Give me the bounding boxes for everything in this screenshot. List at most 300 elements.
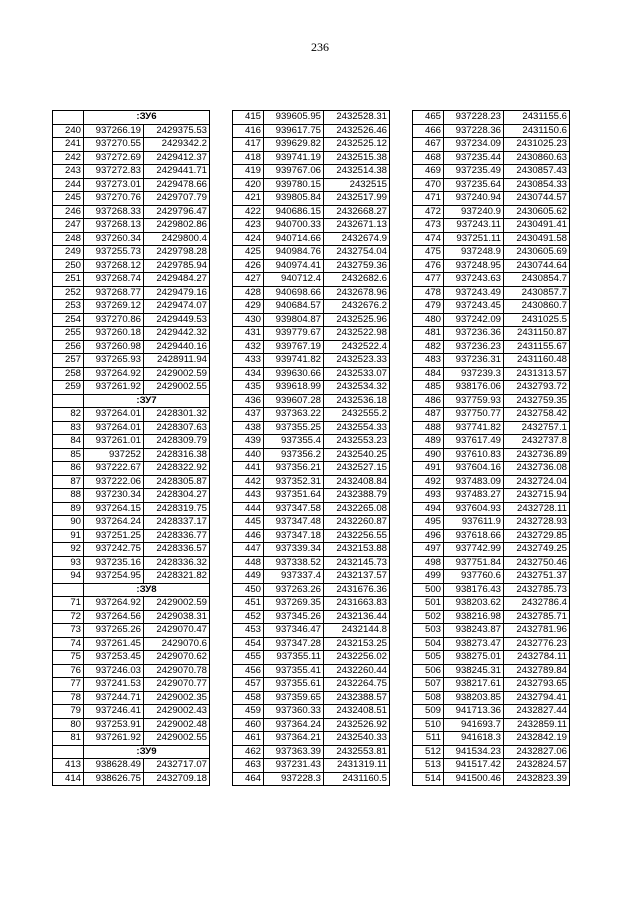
x-coordinate-cell: 937251.25 [84, 529, 144, 543]
point-number-cell: 433 [233, 354, 264, 368]
table-row [413, 435, 570, 449]
y-coordinate-cell: 2432554.33 [324, 421, 390, 435]
table-row [53, 354, 210, 368]
point-number-cell: 459 [233, 705, 264, 719]
y-coordinate-cell: 2428307.63 [144, 421, 210, 435]
point-number-cell: 513 [413, 759, 444, 773]
y-coordinate-cell: 2429440.16 [144, 340, 210, 354]
table-row [53, 502, 210, 516]
y-coordinate-cell: 2432757.1 [504, 421, 570, 435]
y-coordinate-cell: 2428304.27 [144, 489, 210, 503]
table-row [233, 327, 390, 341]
y-coordinate-cell: 2429479.16 [144, 286, 210, 300]
x-coordinate-cell: 937363.22 [264, 408, 324, 422]
table-row [413, 192, 570, 206]
table-row [413, 246, 570, 260]
table-row [53, 597, 210, 611]
y-coordinate-cell: 2429474.07 [144, 300, 210, 314]
point-number-cell: 423 [233, 219, 264, 233]
y-coordinate-cell: 2432827.06 [504, 745, 570, 759]
y-coordinate-cell: 2430491.41 [504, 219, 570, 233]
x-coordinate-cell: 937351.64 [264, 489, 324, 503]
point-number-cell: 492 [413, 475, 444, 489]
point-number-cell: 465 [413, 111, 444, 125]
table-row [53, 556, 210, 570]
table-row [53, 313, 210, 327]
point-number-cell: 477 [413, 273, 444, 287]
point-number-cell: 80 [53, 718, 84, 732]
table-row [413, 367, 570, 381]
point-number-cell: 447 [233, 543, 264, 557]
point-number-cell: 259 [53, 381, 84, 395]
x-coordinate-cell: 940984.76 [264, 246, 324, 260]
point-number-cell: 431 [233, 327, 264, 341]
point-number-cell: 422 [233, 205, 264, 219]
point-number-cell: 429 [233, 300, 264, 314]
x-coordinate-cell: 937265.93 [84, 354, 144, 368]
section-header: :ЗУ7 [84, 394, 210, 408]
y-coordinate-cell: 2432724.04 [504, 475, 570, 489]
x-coordinate-cell: 939805.84 [264, 192, 324, 206]
x-coordinate-cell: 940714.66 [264, 232, 324, 246]
y-coordinate-cell: 2429002.48 [144, 718, 210, 732]
point-number-cell: 247 [53, 219, 84, 233]
table-row [413, 408, 570, 422]
point-number-cell: 510 [413, 718, 444, 732]
point-number-cell: 458 [233, 691, 264, 705]
x-coordinate-cell: 937264.92 [84, 597, 144, 611]
x-coordinate-cell: 937264.24 [84, 516, 144, 530]
table-row [233, 691, 390, 705]
table-row [53, 219, 210, 233]
point-number-cell: 426 [233, 259, 264, 273]
table-row [233, 637, 390, 651]
x-coordinate-cell: 937253.91 [84, 718, 144, 732]
table-row [233, 381, 390, 395]
y-coordinate-cell: 2432793.65 [504, 678, 570, 692]
table-row [413, 259, 570, 273]
x-coordinate-cell: 940684.57 [264, 300, 324, 314]
coordinate-table-1 [52, 110, 210, 786]
x-coordinate-cell: 937364.24 [264, 718, 324, 732]
x-coordinate-cell: 939779.67 [264, 327, 324, 341]
y-coordinate-cell: 2432793.72 [504, 381, 570, 395]
x-coordinate-cell: 937268.74 [84, 273, 144, 287]
table-row [413, 381, 570, 395]
point-number-cell: 461 [233, 732, 264, 746]
point-number-cell: 470 [413, 178, 444, 192]
x-coordinate-cell: 937751.84 [444, 556, 504, 570]
y-coordinate-cell: 2429375.53 [144, 124, 210, 138]
x-coordinate-cell: 937236.23 [444, 340, 504, 354]
x-coordinate-cell: 937240.94 [444, 192, 504, 206]
table-row [233, 138, 390, 152]
table-row [413, 759, 570, 773]
x-coordinate-cell: 937242.75 [84, 543, 144, 557]
table-row [413, 570, 570, 584]
x-coordinate-cell: 939618.99 [264, 381, 324, 395]
point-number-cell: 442 [233, 475, 264, 489]
point-number-cell: 430 [233, 313, 264, 327]
point-number-cell: 445 [233, 516, 264, 530]
y-coordinate-cell: 2432514.38 [324, 165, 390, 179]
section-header-row [53, 745, 210, 759]
table-row [413, 529, 570, 543]
table-row [53, 489, 210, 503]
section-header-spacer [53, 745, 84, 759]
y-coordinate-cell: 2432540.25 [324, 448, 390, 462]
point-number-cell: 415 [233, 111, 264, 125]
y-coordinate-cell: 2432785.71 [504, 610, 570, 624]
x-coordinate-cell: 940712.4 [264, 273, 324, 287]
table-row [233, 502, 390, 516]
table-row [233, 678, 390, 692]
x-coordinate-cell: 938273.47 [444, 637, 504, 651]
x-coordinate-cell: 937260.34 [84, 232, 144, 246]
x-coordinate-cell: 937760.6 [444, 570, 504, 584]
point-number-cell: 254 [53, 313, 84, 327]
x-coordinate-cell: 937346.47 [264, 624, 324, 638]
point-number-cell: 501 [413, 597, 444, 611]
point-number-cell: 485 [413, 381, 444, 395]
coordinate-table-2 [232, 110, 390, 786]
x-coordinate-cell: 938628.49 [84, 759, 144, 773]
y-coordinate-cell: 2428336.32 [144, 556, 210, 570]
y-coordinate-cell: 2431160.48 [504, 354, 570, 368]
point-number-cell: 255 [53, 327, 84, 341]
point-number-cell: 497 [413, 543, 444, 557]
table-row [413, 732, 570, 746]
table-row [53, 475, 210, 489]
y-coordinate-cell: 2432737.8 [504, 435, 570, 449]
x-coordinate-cell: 941693.7 [444, 718, 504, 732]
y-coordinate-cell: 2432408.51 [324, 705, 390, 719]
point-number-cell: 462 [233, 745, 264, 759]
y-coordinate-cell: 2429802.86 [144, 219, 210, 233]
point-number-cell: 81 [53, 732, 84, 746]
table-row [413, 502, 570, 516]
x-coordinate-cell: 937235.49 [444, 165, 504, 179]
x-coordinate-cell: 937265.26 [84, 624, 144, 638]
y-coordinate-cell: 2432536.18 [324, 394, 390, 408]
y-coordinate-cell: 2429070.77 [144, 678, 210, 692]
point-number-cell: 88 [53, 489, 84, 503]
point-number-cell: 434 [233, 367, 264, 381]
point-number-cell: 463 [233, 759, 264, 773]
y-coordinate-cell: 2432827.44 [504, 705, 570, 719]
x-coordinate-cell: 937268.12 [84, 259, 144, 273]
table-row [233, 300, 390, 314]
y-coordinate-cell: 2432751.37 [504, 570, 570, 584]
table-row [233, 354, 390, 368]
x-coordinate-cell: 937242.09 [444, 313, 504, 327]
point-number-cell: 460 [233, 718, 264, 732]
y-coordinate-cell: 2429342.2 [144, 138, 210, 152]
y-coordinate-cell: 2431663.83 [324, 597, 390, 611]
table-row [413, 610, 570, 624]
point-number-cell: 489 [413, 435, 444, 449]
point-number-cell: 74 [53, 637, 84, 651]
point-number-cell: 479 [413, 300, 444, 314]
table-row [233, 570, 390, 584]
y-coordinate-cell: 2432729.85 [504, 529, 570, 543]
y-coordinate-cell: 2429002.55 [144, 732, 210, 746]
x-coordinate-cell: 937270.55 [84, 138, 144, 152]
point-number-cell: 89 [53, 502, 84, 516]
y-coordinate-cell: 2432784.11 [504, 651, 570, 665]
point-number-cell: 443 [233, 489, 264, 503]
table-row [53, 246, 210, 260]
y-coordinate-cell: 2429412.37 [144, 151, 210, 165]
x-coordinate-cell: 939767.19 [264, 340, 324, 354]
y-coordinate-cell: 2432553.23 [324, 435, 390, 449]
x-coordinate-cell: 937269.12 [84, 300, 144, 314]
point-number-cell: 449 [233, 570, 264, 584]
point-number-cell: 413 [53, 759, 84, 773]
table-row [233, 624, 390, 638]
table-row [413, 651, 570, 665]
point-number-cell: 451 [233, 597, 264, 611]
y-coordinate-cell: 2431155.67 [504, 340, 570, 354]
point-number-cell: 439 [233, 435, 264, 449]
y-coordinate-cell: 2429478.66 [144, 178, 210, 192]
y-coordinate-cell: 2432526.92 [324, 718, 390, 732]
x-coordinate-cell: 938176.06 [444, 381, 504, 395]
x-coordinate-cell: 938203.62 [444, 597, 504, 611]
point-number-cell: 248 [53, 232, 84, 246]
x-coordinate-cell: 937236.31 [444, 354, 504, 368]
y-coordinate-cell: 2432144.8 [324, 624, 390, 638]
table-row [233, 489, 390, 503]
point-number-cell: 503 [413, 624, 444, 638]
x-coordinate-cell: 939741.82 [264, 354, 324, 368]
point-number-cell: 82 [53, 408, 84, 422]
x-coordinate-cell: 937363.39 [264, 745, 324, 759]
x-coordinate-cell: 937228.36 [444, 124, 504, 138]
y-coordinate-cell: 2432668.27 [324, 205, 390, 219]
point-number-cell: 508 [413, 691, 444, 705]
y-coordinate-cell: 2432717.07 [144, 759, 210, 773]
table-row [413, 124, 570, 138]
y-coordinate-cell: 2432859.11 [504, 718, 570, 732]
table-row [413, 543, 570, 557]
y-coordinate-cell: 2432709.18 [144, 772, 210, 786]
x-coordinate-cell: 937234.09 [444, 138, 504, 152]
y-coordinate-cell: 2432842.19 [504, 732, 570, 746]
point-number-cell: 84 [53, 435, 84, 449]
y-coordinate-cell: 2432517.99 [324, 192, 390, 206]
y-coordinate-cell: 2432534.32 [324, 381, 390, 395]
table-row [413, 583, 570, 597]
table-row [413, 745, 570, 759]
point-number-cell: 507 [413, 678, 444, 692]
point-number-cell: 440 [233, 448, 264, 462]
y-coordinate-cell: 2432776.23 [504, 637, 570, 651]
point-number-cell: 256 [53, 340, 84, 354]
table-row [413, 354, 570, 368]
point-number-cell: 482 [413, 340, 444, 354]
point-number-cell: 250 [53, 259, 84, 273]
point-number-cell: 496 [413, 529, 444, 543]
x-coordinate-cell: 938243.87 [444, 624, 504, 638]
table-row [233, 232, 390, 246]
point-number-cell: 243 [53, 165, 84, 179]
table-row [233, 151, 390, 165]
point-number-cell: 466 [413, 124, 444, 138]
table-row [53, 435, 210, 449]
y-coordinate-cell: 2431025.5 [504, 313, 570, 327]
point-number-cell: 417 [233, 138, 264, 152]
point-number-cell: 437 [233, 408, 264, 422]
y-coordinate-cell: 2432678.96 [324, 286, 390, 300]
x-coordinate-cell: 938245.31 [444, 664, 504, 678]
table-row [413, 232, 570, 246]
x-coordinate-cell: 937611.9 [444, 516, 504, 530]
table-row [233, 759, 390, 773]
y-coordinate-cell: 2428336.77 [144, 529, 210, 543]
y-coordinate-cell: 2432388.79 [324, 489, 390, 503]
table-row [53, 138, 210, 152]
y-coordinate-cell: 2432759.35 [504, 394, 570, 408]
y-coordinate-cell: 2429070.62 [144, 651, 210, 665]
y-coordinate-cell: 2432264.75 [324, 678, 390, 692]
y-coordinate-cell: 2428336.57 [144, 543, 210, 557]
x-coordinate-cell: 937741.82 [444, 421, 504, 435]
x-coordinate-cell: 937272.69 [84, 151, 144, 165]
y-coordinate-cell: 2432265.08 [324, 502, 390, 516]
y-coordinate-cell: 2429442.32 [144, 327, 210, 341]
y-coordinate-cell: 2429038.31 [144, 610, 210, 624]
table-row [233, 124, 390, 138]
x-coordinate-cell: 937272.83 [84, 165, 144, 179]
y-coordinate-cell: 2430605.62 [504, 205, 570, 219]
point-number-cell: 78 [53, 691, 84, 705]
x-coordinate-cell: 937261.92 [84, 381, 144, 395]
y-coordinate-cell: 2432408.84 [324, 475, 390, 489]
table-row [233, 313, 390, 327]
point-number-cell: 432 [233, 340, 264, 354]
point-number-cell: 468 [413, 151, 444, 165]
table-row [53, 448, 210, 462]
x-coordinate-cell: 937255.73 [84, 246, 144, 260]
y-coordinate-cell: 2429002.43 [144, 705, 210, 719]
table-row [53, 192, 210, 206]
x-coordinate-cell: 937243.63 [444, 273, 504, 287]
point-number-cell: 498 [413, 556, 444, 570]
x-coordinate-cell: 937364.21 [264, 732, 324, 746]
y-coordinate-cell: 2431160.5 [324, 772, 390, 786]
x-coordinate-cell: 937610.83 [444, 448, 504, 462]
y-coordinate-cell: 2430854.33 [504, 178, 570, 192]
point-number-cell: 427 [233, 273, 264, 287]
point-number-cell: 245 [53, 192, 84, 206]
point-number-cell: 94 [53, 570, 84, 584]
x-coordinate-cell: 937240.9 [444, 205, 504, 219]
y-coordinate-cell: 2432750.46 [504, 556, 570, 570]
y-coordinate-cell: 2428319.75 [144, 502, 210, 516]
point-number-cell: 428 [233, 286, 264, 300]
table-row [53, 232, 210, 246]
x-coordinate-cell: 939767.06 [264, 165, 324, 179]
x-coordinate-cell: 937273.01 [84, 178, 144, 192]
x-coordinate-cell: 937264.01 [84, 408, 144, 422]
point-number-cell: 241 [53, 138, 84, 152]
y-coordinate-cell: 2432153.25 [324, 637, 390, 651]
point-number-cell: 72 [53, 610, 84, 624]
y-coordinate-cell: 2432256.55 [324, 529, 390, 543]
point-number-cell: 514 [413, 772, 444, 786]
x-coordinate-cell: 937268.13 [84, 219, 144, 233]
y-coordinate-cell: 2431313.57 [504, 367, 570, 381]
y-coordinate-cell: 2432674.9 [324, 232, 390, 246]
x-coordinate-cell: 937251.11 [444, 232, 504, 246]
table-row [413, 313, 570, 327]
point-number-cell: 444 [233, 502, 264, 516]
table-row [413, 165, 570, 179]
x-coordinate-cell: 937235.16 [84, 556, 144, 570]
table-row [233, 408, 390, 422]
point-number-cell: 252 [53, 286, 84, 300]
y-coordinate-cell: 2428337.17 [144, 516, 210, 530]
point-number-cell: 90 [53, 516, 84, 530]
x-coordinate-cell: 937252 [84, 448, 144, 462]
coordinate-table-3 [412, 110, 570, 786]
table-row [413, 300, 570, 314]
y-coordinate-cell: 2432522.4 [324, 340, 390, 354]
table-row [233, 529, 390, 543]
y-coordinate-cell: 2432759.36 [324, 259, 390, 273]
table-row [233, 259, 390, 273]
point-number-cell: 512 [413, 745, 444, 759]
x-coordinate-cell: 938217.61 [444, 678, 504, 692]
table-row [53, 651, 210, 665]
point-number-cell: 453 [233, 624, 264, 638]
table-row [53, 637, 210, 651]
y-coordinate-cell: 2432555.2 [324, 408, 390, 422]
table-row [413, 691, 570, 705]
table-row [53, 273, 210, 287]
x-coordinate-cell: 937270.76 [84, 192, 144, 206]
table-row [233, 273, 390, 287]
y-coordinate-cell: 2431319.11 [324, 759, 390, 773]
x-coordinate-cell: 937264.01 [84, 421, 144, 435]
table-row [413, 448, 570, 462]
table-row [233, 192, 390, 206]
point-number-cell: 414 [53, 772, 84, 786]
point-number-cell: 473 [413, 219, 444, 233]
table-row [413, 772, 570, 786]
x-coordinate-cell: 939804.87 [264, 313, 324, 327]
table-row [413, 678, 570, 692]
x-coordinate-cell: 937264.92 [84, 367, 144, 381]
point-number-cell: 249 [53, 246, 84, 260]
table-row [233, 597, 390, 611]
x-coordinate-cell: 937236.36 [444, 327, 504, 341]
x-coordinate-cell: 937337.4 [264, 570, 324, 584]
table-row [413, 556, 570, 570]
y-coordinate-cell: 2430860.63 [504, 151, 570, 165]
x-coordinate-cell: 941534.23 [444, 745, 504, 759]
x-coordinate-cell: 937483.27 [444, 489, 504, 503]
x-coordinate-cell: 937355.4 [264, 435, 324, 449]
table-row [413, 475, 570, 489]
y-coordinate-cell: 2431150.87 [504, 327, 570, 341]
section-header-spacer [53, 394, 84, 408]
point-number-cell: 475 [413, 246, 444, 260]
y-coordinate-cell: 2432676.2 [324, 300, 390, 314]
point-number-cell: 499 [413, 570, 444, 584]
point-number-cell: 484 [413, 367, 444, 381]
